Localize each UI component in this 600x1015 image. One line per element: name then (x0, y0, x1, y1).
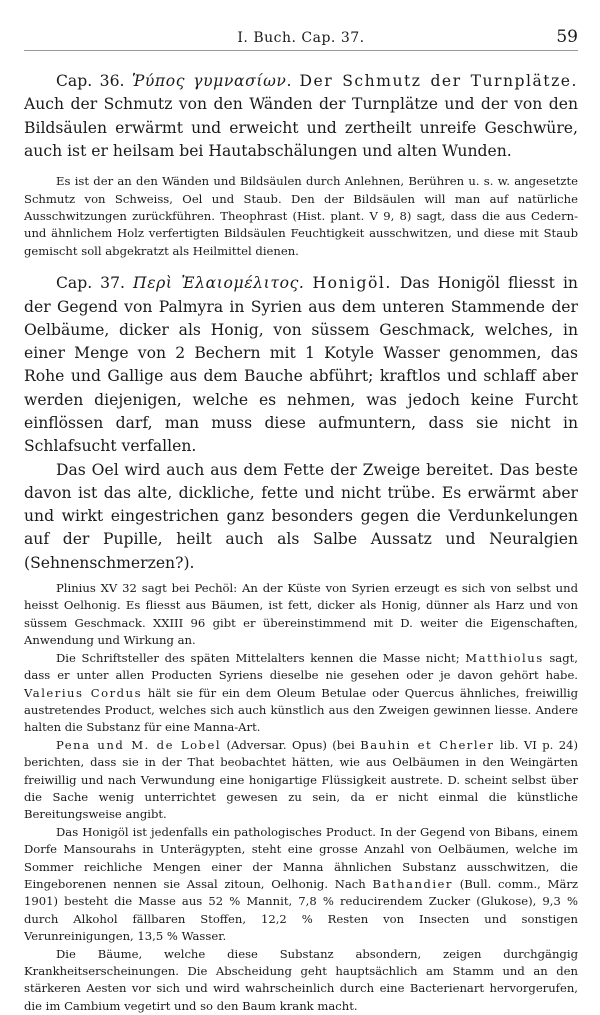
running-head: I. Buch. Cap. 37. (237, 30, 365, 46)
chapter-37-paragraph-2: Das Oel wird auch aus dem Fette der Zweige bereitet. Das beste davon ist das alte, dickliche, fette und nicht trübe. Es erwärmt aber und wirkt eingestrichen ganz besonders gegen die Verdunkelungen auf der Pupille, heilt auch als Salbe Aussatz und Neuralgien (Sehnenschmerzen?). (24, 460, 578, 572)
commentary-medieval-text-b: sagt, dass er unter allen Producten Syriens dieselbe nie gesehen oder je davon gehört habe. (24, 650, 578, 683)
author-bathandier: Bathandier (372, 876, 453, 891)
commentary-tree-disease: Die Bäume, welche diese Substanz absondern, zeigen durchgängig Krankheitserscheinungen. Die Abscheidung geht hauptsächlich am Stamm und an den stärkeren Aesten vor sich und wird wahrscheinlich durch eine Bacterienart hervorgerufen, die im Cambium vegetirt und so den Baum krank macht. (24, 946, 578, 1013)
commentary-pena-lobel (24, 737, 578, 824)
commentary-medieval-text-c: hält sie für ein dem Oleum Betulae oder Quercus ähnliches, freiwillig austretendes Product, welches sich auch künstlich aus den Zweigen gewinnen liesse. Andere halten die Substanz für eine Manna-Art. (24, 685, 579, 735)
author-pena-lobel: Pena und M. de Lobel (56, 737, 222, 752)
commentary-pathological-text-b: (Bull. comm., März 1901) besteht die Masse aus 52 % Mannit, 7,8 % reducirendem Zucker (Glukose), 9,3 % durch Alkohol fällbaren Stoffen, 12,2 % Resten von Insecten und sonstigen Verunreinigungen, 13,5 % Wasser. (24, 876, 579, 944)
commentary-pena-text-b: lib. VI p. 24) berichten, dass sie in der That beobachtet hätten, wie aus Oelbäumen in den Weingärten freiwillig und nach Verwundung eine honigartige Flüssigkeit austrete. D. scheint selbst über die Sache wenig unterrichtet gewesen zu sein, da er nicht einmal die künstliche Bereitungsweise angibt. (24, 737, 578, 822)
commentary-pena-text-a: (Adversar. Opus) (bei (226, 737, 355, 752)
chapter-36-greek-title: Ῥύπος γυμνασίων. (131, 72, 293, 90)
chapter-36-commentary: Es ist der an den Wänden und Bildsäulen durch Anlehnen, Berühren u. s. w. angesetzte Schmutz von Schweiss, Oel und Staub. Den der Bildsäulen will man auf natürliche Ausschwitzungen zurückführen. Theophrast (Hist. plant. V 9, 8) sagt, dass die aus Cedern- und ähnlichem Holz verfertigten Bildsäulen Feuchtigkeit ausschwitzen, und diese mit Staub gemischt soll abgekratzt als Heilmittel dienen. (24, 174, 578, 258)
commentary-pathological-text-a: Das Honigöl ist jedenfalls ein pathologisches Product. In der Gegend von Bibans, einem Dorfe Mansourahs in Unterägypten, steht eine grosse Anzahl von Oelbäumen, welche im Sommer reichliche Mengen einer der Manna ähnlichen Substanz ausschwitzen, die Eingeborenen nennen sie Assal zitoun, Oelhonig. Nach (24, 824, 578, 891)
page-number: 59 (556, 27, 578, 47)
chapter-37-body: Das Honigöl fliesst in der Gegend von Palmyra in Syrien aus dem unteren Stammende der Oelbäume, dicker als Honig, von süssem Geschmack, welches, in einer Menge von 2 Bechern mit 1 Kotyle Wasser genommen, das Rohe und Gallige aus dem Bauche abführt; kraftlos und schlaff aber werden diejenigen, welche es nehmen, was jedoch keine Furcht einflössen darf, man muss diese aufmuntern, dass sie nicht in Schlafsucht verfallen. (24, 274, 578, 456)
author-bauhin-cherler: Bauhin et Cherler (360, 737, 495, 752)
chapter-37-number: Cap. 37. (56, 274, 125, 293)
page-header (24, 0, 578, 51)
chapter-36-text (24, 70, 578, 163)
commentary-medieval-authors (24, 650, 578, 737)
commentary-plinius: Plinius XV 32 sagt bei Pechöl: An der Küste von Syrien erzeugt es sich von selbst und heisst Oelhonig. Es fliesst aus Bäumen, ist fett, dicker als Honig, dünner als Harz und von süssem Geschmack. XXIII 96 gibt er übereinstimmend mit D. weiter die Eigenschaften, Anwendung und Wirkung an. (24, 581, 578, 648)
commentary-medieval-text-a: Die Schriftsteller des späten Mittelalters kennen die Masse nicht; (56, 650, 460, 665)
chapter-37-greek-title: Περὶ Ἐλαιομέλιτος. (133, 274, 305, 293)
commentary-pathological-product (24, 824, 578, 946)
author-matthiolus: Matthiolus (465, 650, 544, 665)
chapter-36-body: Auch der Schmutz von den Wänden der Turnplätze und der von den Bildsäulen erwärmt und erweicht und zertheilt unreife Geschwüre, auch ist er heilsam bei Hautabschälungen und alten Wunden. (24, 95, 578, 160)
author-valerius-cordus: Valerius Cordus (24, 685, 143, 700)
chapter-37-text (24, 272, 578, 458)
chapter-37-title: Honigöl. (312, 274, 392, 293)
chapter-36-number: Cap. 36. (56, 72, 125, 90)
chapter-36-title: Der Schmutz der Turnplätze. (299, 72, 578, 90)
